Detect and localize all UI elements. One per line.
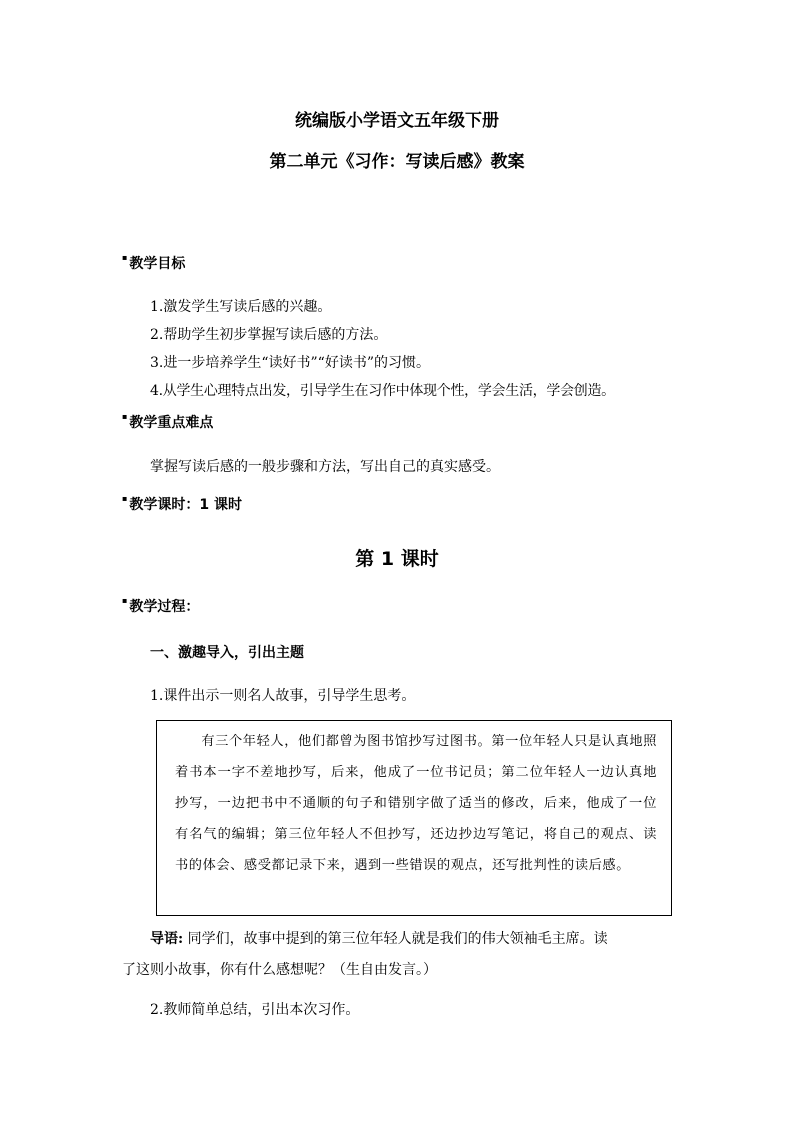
- step1-heading: 一、激趣导入，引出主题: [150, 645, 304, 661]
- document-title: 统编版小学语文五年级下册: [295, 111, 499, 131]
- document-subtitle: 第二单元《习作：写读后感》教案: [269, 152, 525, 172]
- class-hours-heading: ▪ 教学课时：1 课时: [122, 494, 243, 513]
- key-points-text: 掌握写读后感的一般步骤和方法，写出自己的真实感受。: [150, 459, 500, 475]
- lesson-title: 第 1 课时: [355, 548, 439, 570]
- bullet-icon: ▪: [122, 494, 128, 503]
- objective-item-4: 4.从学生心理特点出发，引导学生在习作中体现个性，学会生活，学会创造。: [150, 383, 615, 399]
- step1-item-2: 2.教师简单总结，引出本次习作。: [150, 1002, 360, 1018]
- objectives-heading: ▪ 教学目标: [122, 253, 186, 272]
- guide-line-2: 了这则小故事，你有什么感想呢？（生自由发言。）: [122, 962, 437, 978]
- process-heading: ▪ 教学过程：: [122, 596, 200, 615]
- objective-item-1: 1.激发学生写读后感的兴趣。: [150, 299, 332, 315]
- step1-item-1: 1.课件出示一则名人故事，引导学生思考。: [150, 688, 416, 704]
- key-points-heading: ▪ 教学重点难点: [122, 412, 214, 431]
- objective-item-3: 3.进一步培养学生“读好书”“好读书”的习惯。: [150, 355, 430, 371]
- story-box: 有三个年轻人，他们都曾为图书馆抄写过图书。第一位年轻人只是认真地照着书本一字不差地抄写，后来，他成了一位书记员；第二位年轻人一边认真地抄写，一边把书中不通顺的句子和错别字做了适当的修改，后来，他成了一位有名气的编辑；第三位年轻人不但抄写，还边抄边写笔记，将自己的观点、读书的体会、感受都记录下来，遇到一些错误的观点，还写批判性的读后感。: [156, 720, 672, 916]
- bullet-icon: ▪: [122, 596, 128, 605]
- guide-text-1: 同学们，故事中提到的第三位年轻人就是我们的伟大领袖毛主席。读: [183, 931, 608, 947]
- guide-line-1: [150, 928, 608, 948]
- bullet-icon: ▪: [122, 412, 128, 421]
- guide-label: 导语:: [150, 931, 184, 947]
- objective-item-2: 2.帮助学生初步掌握写读后感的方法。: [150, 327, 388, 343]
- bullet-icon: ▪: [122, 253, 128, 262]
